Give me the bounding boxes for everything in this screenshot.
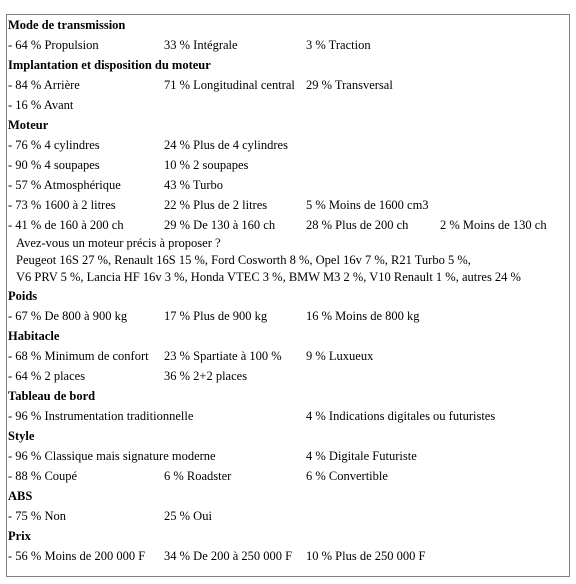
table-row	[8, 155, 568, 175]
result-cell: 3 % Traction	[306, 38, 371, 52]
result-cell: 36 % 2+2 places	[164, 369, 248, 383]
result-cell: 4 % Digitale Futuriste	[306, 449, 417, 463]
result-cell: 28 % Plus de 200 ch	[306, 218, 409, 232]
result-cell: 24 % Plus de 4 cylindres	[164, 138, 288, 152]
result-cell: 10 % 2 soupapes	[164, 158, 249, 172]
heading-habitacle: Habitacle	[8, 329, 60, 343]
result-cell: 16 % Moins de 800 kg	[306, 309, 420, 323]
heading-moteur: Moteur	[8, 118, 49, 132]
table-row	[8, 195, 568, 215]
result-cell: 10 % Plus de 250 000 F	[306, 549, 426, 563]
result-cell: 25 % Oui	[164, 509, 212, 523]
table-row	[8, 446, 568, 466]
survey-results	[8, 15, 568, 566]
result-cell: - 56 % Moins de 200 000 F	[8, 549, 146, 563]
result-cell: 4 % Indications digitales ou futuristes	[306, 409, 496, 423]
heading-implantation: Implantation et disposition du moteur	[8, 58, 211, 72]
table-row	[8, 135, 568, 155]
result-cell: 2 % Moins de 130 ch	[440, 218, 547, 232]
table-row	[8, 466, 568, 486]
result-cell: - 67 % De 800 à 900 kg	[8, 309, 128, 323]
result-cell: 29 % De 130 à 160 ch	[164, 218, 276, 232]
heading-style: Style	[8, 429, 35, 443]
result-cell: 6 % Roadster	[164, 469, 232, 483]
result-cell: - 41 % de 160 à 200 ch	[8, 218, 124, 232]
table-row	[8, 35, 568, 55]
table-row	[8, 346, 568, 366]
result-cell: 5 % Moins de 1600 cm3	[306, 198, 429, 212]
table-row	[8, 366, 568, 386]
result-cell: - 96 % Classique mais signature moderne	[8, 449, 216, 463]
result-cell: 17 % Plus de 900 kg	[164, 309, 268, 323]
result-cell: 23 % Spartiate à 100 %	[164, 349, 282, 363]
result-cell: - 96 % Instrumentation traditionnelle	[8, 409, 194, 423]
result-cell: - 76 % 4 cylindres	[8, 138, 100, 152]
result-cell: 34 % De 200 à 250 000 F	[164, 549, 293, 563]
table-row	[8, 506, 568, 526]
table-row	[8, 175, 568, 195]
result-cell: 22 % Plus de 2 litres	[164, 198, 268, 212]
result-cell: - 57 % Atmosphérique	[8, 178, 121, 192]
table-row	[8, 95, 568, 115]
table-row	[8, 215, 568, 235]
result-cell: - 16 % Avant	[8, 98, 74, 112]
table-row	[8, 406, 568, 426]
result-cell: - 68 % Minimum de confort	[8, 349, 149, 363]
result-cell: 6 % Convertible	[306, 469, 388, 483]
result-cell: 71 % Longitudinal central	[164, 78, 295, 92]
result-cell: 9 % Luxueux	[306, 349, 374, 363]
result-cell: - 90 % 4 soupapes	[8, 158, 100, 172]
result-cell: - 73 % 1600 à 2 litres	[8, 198, 116, 212]
result-cell: 29 % Transversal	[306, 78, 393, 92]
result-cell: - 64 % 2 places	[8, 369, 86, 383]
result-cell: - 88 % Coupé	[8, 469, 78, 483]
result-cell: - 84 % Arrière	[8, 78, 80, 92]
result-cell: 33 % Intégrale	[164, 38, 238, 52]
heading-abs: ABS	[8, 489, 33, 503]
result-cell: - 75 % Non	[8, 509, 66, 523]
heading-transmission: Mode de transmission	[8, 18, 126, 32]
result-cell: - 64 % Propulsion	[8, 38, 99, 52]
heading-tableau-de-bord: Tableau de bord	[8, 389, 96, 403]
engine-proposals-line: V6 PRV 5 %, Lancia HF 16v 3 %, Honda VTEC 3 %, BMW M3 2 %, V10 Renault 1 %, autres 24 %	[16, 270, 521, 284]
result-cell: 43 % Turbo	[164, 178, 224, 192]
heading-prix: Prix	[8, 529, 31, 543]
table-row	[8, 546, 568, 566]
engine-proposals-line: Peugeot 16S 27 %, Renault 16S 15 %, Ford Cosworth 8 %, Opel 16v 7 %, R21 Turbo 5 %,	[16, 253, 471, 267]
heading-poids: Poids	[8, 289, 38, 303]
table-row	[8, 75, 568, 95]
table-row	[8, 306, 568, 326]
engine-question: Avez-vous un moteur précis à proposer ?	[16, 236, 221, 250]
